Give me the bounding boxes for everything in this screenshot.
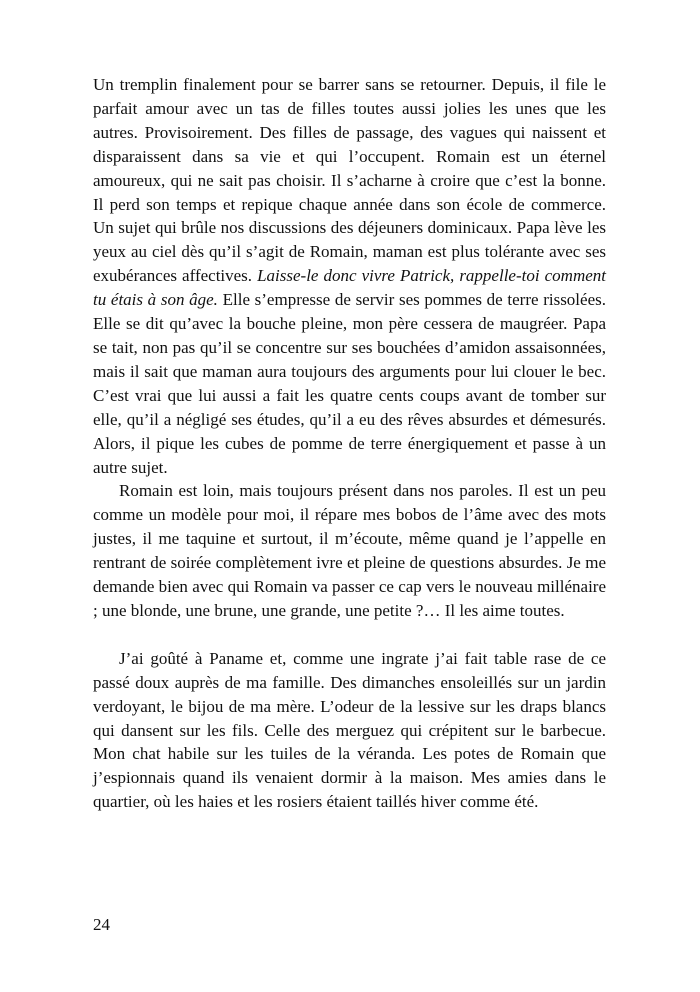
section-break	[93, 623, 606, 647]
paragraph-1-text-b: Elle s’empresse de servir ses pommes de terre rissolées. Elle se dit qu’avec la bouche pleine, mon père cessera de maugréer. Papa se tait, non pas qu’il se concentre sur ses bouchées d’amidon assaisonnées, mais il sait que maman aura toujours des arguments pour lui clouer le bec. C’est vrai que lui aussi a fait les quatre cents coups avant de tomber sur elle, qu’il a négligé ses études, qu’il a eu des rêves absurdes et démesurés. Alors, il pique les cubes de pomme de terre énergiquement et passe à un autre sujet.	[93, 290, 606, 477]
paragraph-1	[93, 73, 606, 479]
paragraph-2: Romain est loin, mais toujours présent dans nos paroles. Il est un peu comme un modèle pour moi, il répare mes bobos de l’âme avec des mots justes, il me taquine et surtout, il m’écoute, même quand je l’appelle en rentrant de soirée complètement ivre et pleine de questions absurdes. Je me demande bien avec qui Romain va passer ce cap vers le nouveau millénaire ; une blonde, une brune, une grande, une petite ?… Il les aime toutes.	[93, 481, 606, 620]
paragraph-1-italic-quote: Laisse-le donc vivre Patrick, rappelle-toi comment tu étais à son âge.	[93, 266, 606, 310]
page-number: 24	[93, 915, 110, 934]
paragraph-1-text-a: Un tremplin finalement pour se barrer sans se retourner. Depuis, il file le parfait amour avec un tas de filles toutes aussi jolies les unes que les autres. Provisoirement. Des filles de passage, des vagues qui naissent et disparaissent dans sa vie et qui l’occupent. Romain est un éternel amoureux, qui ne sait pas choisir. Il s’acharne à croire que c’est la bonne. Il perd son temps et repique chaque année dans son école de commerce. Un sujet qui brûle nos discussions des déjeuners dominicaux. Papa lève les yeux au ciel dès qu’il s’agit de Romain, maman est plus tolérante avec ses exubérances affectives.	[93, 75, 606, 286]
paragraph-3: J’ai goûté à Paname et, comme une ingrate j’ai fait table rase de ce passé doux auprès de ma famille. Des dimanches ensoleillés sur un jardin verdoyant, le bijou de ma mère. L’odeur de la lessive sur les draps blancs qui dansent sur les fils. Celle des merguez qui crépitent sur le barbecue. Mon chat habile sur les tuiles de la véranda. Les potes de Romain que j’espionnais quand ils venaient dormir à la maison. Mes amies dans le quartier, où les haies et les rosiers étaient taillés hiver comme été.	[93, 648, 606, 812]
page-body	[93, 73, 606, 814]
